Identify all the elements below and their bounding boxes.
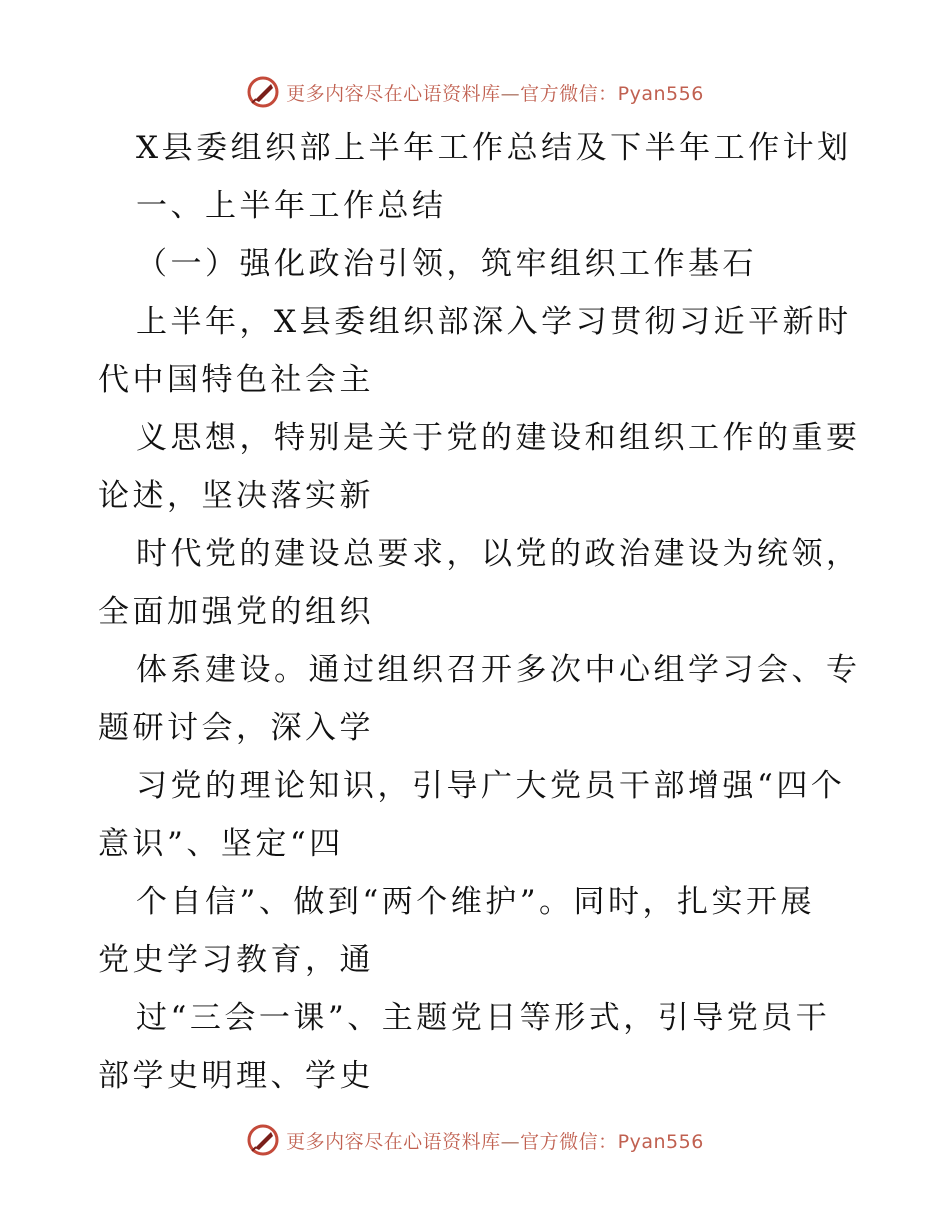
paragraph-line: 个自信”、做到“两个维护”。同时，扎实开展 (136, 884, 816, 920)
paragraph-line: 习党的理论知识，引导广大党员干部增强“四个 (136, 768, 846, 804)
quill-seal-logo-icon (246, 75, 280, 109)
subsection-heading: （一）强化政治引领，筑牢组织工作基石 (136, 246, 757, 282)
header-watermark (0, 72, 950, 112)
paragraph-line: 过“三会一课”、主题党日等形式，引导党员干 (136, 1000, 831, 1036)
paragraph-line: 时代党的建设总要求，以党的政治建设为统领， (136, 536, 861, 572)
footer-watermark (0, 1120, 950, 1160)
watermark-text: 更多内容尽在心语资料库—官方微信：Pyan556 (286, 82, 704, 105)
paragraph-line: 论述，坚决落实新 (98, 478, 374, 514)
paragraph-line: 全面加强党的组织 (98, 594, 374, 630)
paragraph-line: 题研讨会，深入学 (98, 710, 374, 746)
paragraph-line: 代中国特色社会主 (98, 362, 374, 398)
document-title: X县委组织部上半年工作总结及下半年工作计划 (136, 130, 852, 166)
paragraph-line: 党史学习教育，通 (98, 942, 374, 978)
paragraph-line: 部学史明理、学史 (98, 1058, 374, 1094)
paragraph-line: 义思想，特别是关于党的建设和组织工作的重要 (136, 420, 861, 456)
paragraph-line: 意识”、坚定“四 (98, 826, 344, 862)
paragraph-line: 上半年，X县委组织部深入学习贯彻习近平新时 (136, 304, 852, 340)
watermark-text: 更多内容尽在心语资料库—官方微信：Pyan556 (286, 1130, 704, 1153)
section-heading: 一、上半年工作总结 (136, 188, 447, 224)
quill-seal-logo-icon (246, 1123, 280, 1157)
paragraph-line: 体系建设。通过组织召开多次中心组学习会、专 (136, 652, 861, 688)
